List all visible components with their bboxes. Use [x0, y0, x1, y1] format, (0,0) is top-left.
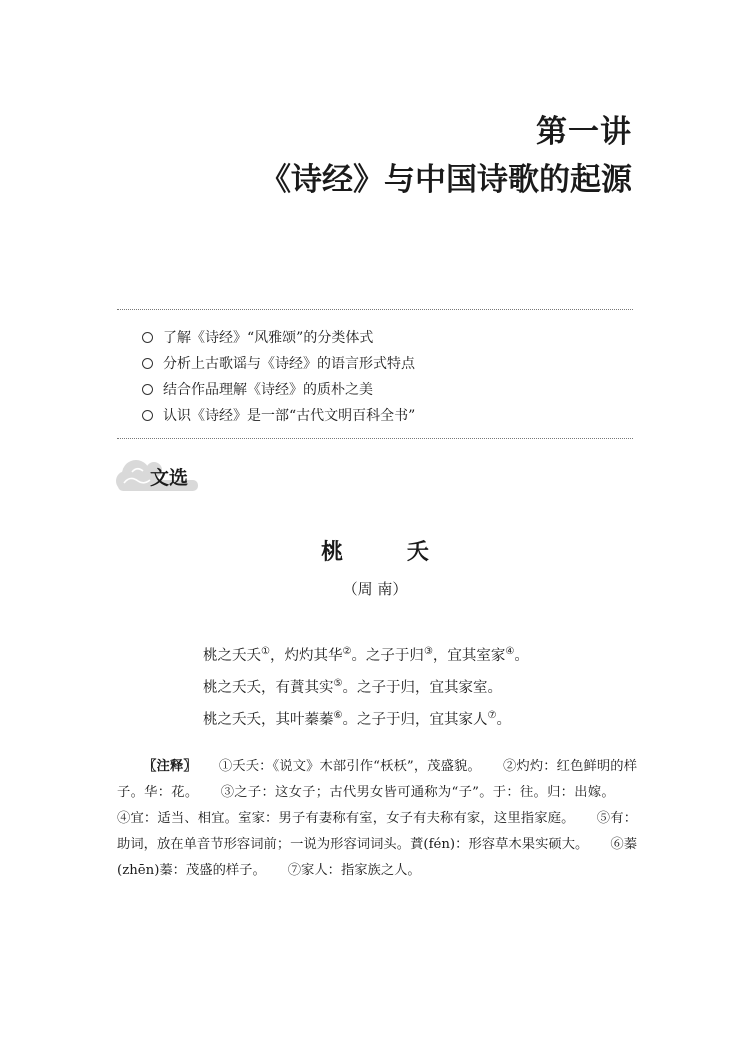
divider-bottom — [117, 438, 633, 439]
poem-text: ，灼灼其华 — [269, 647, 343, 664]
note-item: ④宜：适当、相宜。室家：男子有妻称有室，女子有夫称有家，这里指家庭。 — [117, 811, 575, 826]
poem-text: 桃之夭夭，有蕡其实 — [203, 679, 334, 696]
note-marker: ⑥ — [333, 710, 343, 721]
section-label: 文选 — [150, 467, 189, 489]
divider-top — [117, 309, 633, 310]
note-marker: ② — [342, 646, 352, 657]
circle-bullet-icon — [142, 384, 153, 395]
poem-line — [203, 700, 529, 732]
poem-source: （周 南） — [342, 580, 408, 598]
note-item: ⑥蓁(zhēn)蓁：茂盛的样子。 — [117, 837, 638, 878]
objective-item — [142, 350, 415, 376]
note-marker: ① — [261, 646, 270, 657]
note-item: ⑦家人：指家族之人。 — [287, 863, 421, 878]
section-heading — [110, 450, 230, 500]
note-marker: ⑦ — [487, 710, 497, 721]
poem-title: 桃 夭 — [321, 539, 457, 565]
annotations-label: 〖注释〗 — [143, 759, 197, 774]
objective-item — [142, 376, 415, 402]
poem-text: 。 — [514, 647, 529, 664]
poem-text: 桃之夭夭 — [203, 647, 261, 664]
chapter-heading — [260, 110, 632, 202]
objective-item — [142, 402, 415, 428]
poem-text: 桃之夭夭，其叶蓁蓁 — [203, 711, 334, 728]
circle-bullet-icon — [142, 358, 153, 369]
note-item: ⑤有：助词，放在单音节形容词前；一说为形容词词头。蕡(fén)：形容草木果实硕大。 — [117, 811, 638, 852]
note-item: ③之子：这女子；古代男女皆可通称为“子”。于：往。归：出嫁。 — [220, 785, 615, 800]
poem-body — [203, 636, 529, 732]
note-marker: ③ — [423, 646, 433, 657]
objective-item — [142, 324, 415, 350]
poem-text: 。之子于归，宜其家人 — [342, 711, 488, 728]
chapter-number: 第一讲 — [536, 114, 632, 150]
poem-text: 。之子于归，宜其家室。 — [342, 679, 502, 696]
poem-text: ，宜其室家 — [432, 647, 506, 664]
circle-bullet-icon — [142, 332, 153, 343]
circle-bullet-icon — [142, 410, 153, 421]
objective-text: 了解《诗经》“风雅颂”的分类体式 — [163, 330, 374, 346]
poem-line — [203, 668, 529, 700]
note-item: ②灼灼：红色鲜明的样子。华：花。 — [117, 759, 638, 800]
poem-line — [203, 636, 529, 668]
objective-text: 认识《诗经》是一部“古代文明百科全书” — [163, 408, 416, 424]
note-marker: ⑤ — [333, 678, 343, 689]
objective-text: 结合作品理解《诗经》的质朴之美 — [163, 382, 373, 398]
learning-objectives — [142, 324, 415, 428]
note-item: ①夭夭：《说文》木部引作“枖枖”，茂盛貌。 — [218, 759, 481, 774]
chapter-title: 《诗经》与中国诗歌的起源 — [260, 162, 632, 198]
objective-text: 分析上古歌谣与《诗经》的语言形式特点 — [163, 356, 415, 372]
annotations — [117, 754, 637, 884]
note-marker: ④ — [505, 646, 515, 657]
poem-text: 。之子于归 — [351, 647, 424, 664]
poem-text: 。 — [496, 711, 511, 728]
